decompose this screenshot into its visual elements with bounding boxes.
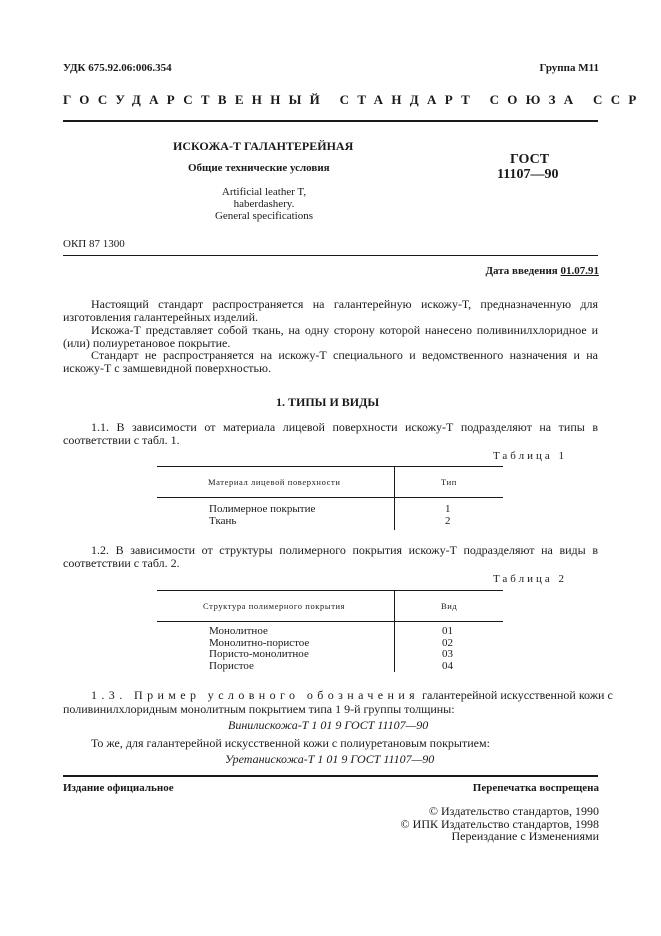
table-2-row-2-structure: Монолитно-пористое (209, 636, 310, 649)
table-1-row-1-value: 1 (445, 503, 451, 515)
table-2-structures (209, 626, 309, 672)
table-2-row-3-value: 03 (442, 648, 453, 661)
intro-paragraph-1: Настоящий стандарт распространяется на галантерейную искожу-Т, предназначенную для изготовления галантерейных изделий. (63, 297, 598, 324)
reissue-note: Переиздание с Изменениями (451, 829, 599, 843)
table-2-column-divider (394, 590, 395, 672)
table-2-row-1-structure: Монолитное (209, 625, 268, 637)
clause-1-1: 1.1. В зависимости от материала лицевой поверхности искожу-Т подразделяют на типы в соответствии с табл. 1. (63, 420, 598, 447)
table-2-header-structure: Структура полимерного покрытия (203, 601, 346, 611)
state-standard-heading: ГОСУДАРСТВЕННЫЙ СТАНДАРТ СОЮЗА ССР (63, 92, 645, 107)
copyright-line-2: © ИПК Издательство стандартов, 1998 (400, 816, 599, 831)
table-1-row-2-value: 2 (445, 514, 451, 527)
copyright-block (401, 805, 599, 843)
official-edition: Издание официальное (63, 782, 174, 794)
header-rule (63, 120, 598, 122)
designation-example-1: Винилискожа-Т 1 01 9 ГОСТ 11107—90 (228, 718, 429, 732)
section-1-heading: 1. ТИПЫ И ВИДЫ (276, 395, 380, 409)
table-1-header-rule (157, 497, 503, 498)
table-1-caption: Таблица 1 (492, 450, 567, 462)
table-1-header-type: Тип (441, 477, 457, 487)
udk-code: УДК 675.92.06:006.354 (63, 62, 172, 74)
table-2-row-4-value: 04 (442, 659, 453, 672)
intro-date (485, 265, 599, 277)
clause-1-2: 1.2. В зависимости от структуры полимерного покрытия искожу-Т подразделяют на виды в соответствии с табл. 2. (63, 543, 598, 570)
group-code: Группа М11 (539, 62, 599, 74)
copyright-line-1: © Издательство стандартов, 1990 (428, 804, 599, 818)
english-title (210, 186, 318, 222)
designation-example-2: Уретанискожа-Т 1 01 9 ГОСТ 11107—90 (225, 752, 435, 766)
table-2-header-kind: Вид (441, 601, 458, 611)
intro-date-value: 01.07.91 (560, 265, 599, 277)
document-title: ИСКОЖА-Т ГАЛАНТЕРЕЙНАЯ (173, 139, 354, 153)
table-2-row-3-structure: Пористо-монолитное (209, 648, 309, 661)
gost-number: 11107—90 (497, 167, 559, 182)
table-1-top-rule (157, 466, 503, 467)
table-2-row-1-value: 01 (442, 625, 453, 637)
clause-1-3-line-2: поливинилхлоридным монолитным покрытием типа 1 9-й группы толщины: (63, 702, 455, 716)
english-line-1: Artificial leather T, (221, 186, 307, 198)
table-2-caption: Таблица 2 (492, 573, 567, 585)
table-2-row-4-structure: Пористое (209, 659, 254, 672)
table-1-types (445, 504, 451, 527)
footer-rule (63, 775, 598, 777)
clause-1-3-same-for: То же, для галантерейной искусственной кожи с полиуретановым покрытием: (91, 736, 490, 750)
table-2-header-rule (157, 621, 503, 622)
table-1-materials (209, 504, 315, 527)
table-1-column-divider (394, 466, 395, 530)
intro-date-label: Дата введения (485, 265, 561, 277)
table-1-header-material: Материал лицевой поверхности (208, 477, 341, 487)
gost-label: ГОСТ (510, 152, 550, 167)
clause-1-3-line-1 (91, 688, 613, 703)
table-1-row-1-material: Полимерное покрытие (209, 503, 316, 515)
table-2-kinds (442, 626, 453, 672)
intro-paragraph-2: Искожа-Т представляет собой ткань, на одну сторону которой нанесено поливинилхлоридное и (или) полиуретановое покрытие. (63, 323, 598, 350)
table-1-row-2-material: Ткань (209, 514, 237, 527)
reprint-prohibited: Перепечатка воспрещена (472, 782, 599, 794)
intro-paragraph-3: Стандарт не распространяется на искожу-Т специального и ведомственного назначения и на искожу-Т с замшевидной поверхностью. (63, 348, 598, 375)
document-subtitle: Общие технические условия (188, 162, 330, 174)
table-2-top-rule (157, 590, 503, 591)
english-line-2: haberdashery. (233, 198, 295, 210)
table-2-row-2-value: 02 (442, 636, 453, 649)
clause-1-3-rest: галантерейной искусственной кожи с (419, 688, 613, 702)
english-line-3: General specifications (214, 210, 314, 222)
okp-code: ОКП 87 1300 (63, 238, 125, 250)
title-rule (63, 255, 598, 256)
clause-1-3-label: 1.3. Пример условного обозначения (91, 688, 420, 702)
